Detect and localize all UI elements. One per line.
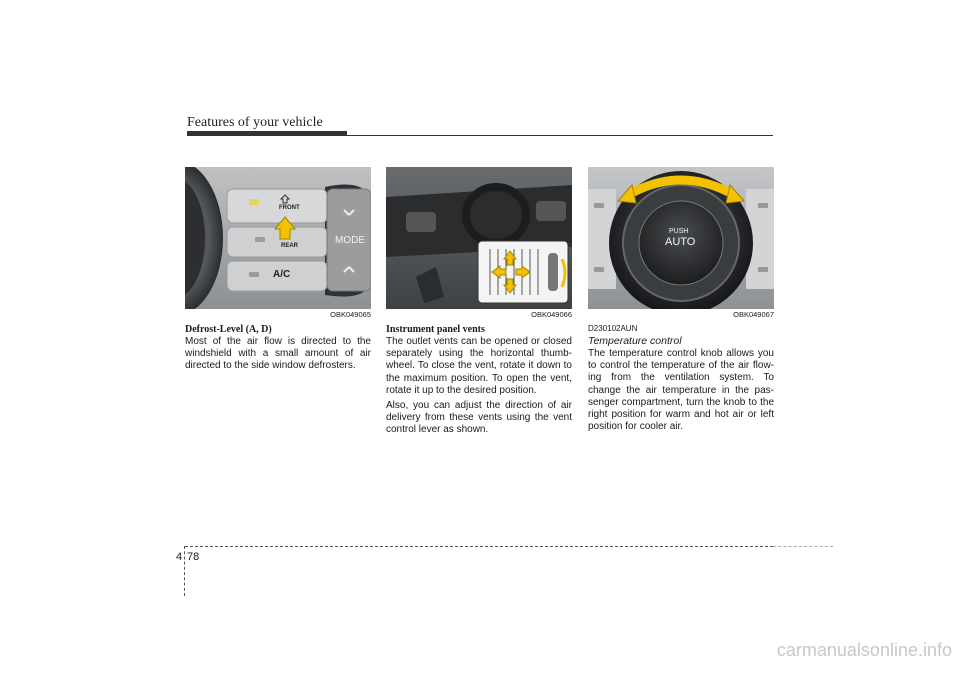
temperature-control-heading: Temperature control (588, 335, 682, 347)
section-title: Features of your vehicle (187, 115, 323, 130)
temperature-control-text: The temperature control knob allows you to control the temperature of the air flow-ing from the ventilation system. To change the air temperature in the pas-senger compartment, turn the knob to the right position for warm and hot air or left position for cooler air. (588, 348, 774, 433)
instrument-panel-vents-heading: Instrument panel vents (386, 324, 485, 335)
rear-label: REAR (281, 243, 299, 249)
ac-label: A/C (273, 269, 291, 280)
figure-code: OBK049067 (733, 310, 774, 319)
front-label: FRONT (279, 205, 300, 211)
figure-temperature-knob (588, 167, 774, 309)
auto-label: AUTO (665, 236, 696, 248)
footer-rule (185, 546, 773, 547)
section-code: D230102AUN (588, 324, 638, 333)
watermark: carmanualsonline.info (776, 640, 952, 660)
defrost-level-text: Most of the air flow is directed to the windshield with a small amount of air directed to the side window defrosters. (185, 336, 371, 372)
page-number: 78 (187, 551, 200, 563)
chapter-number: 4 (176, 551, 183, 563)
figure-code: OBK049066 (531, 310, 572, 319)
column-instrument-panel-vents (386, 167, 572, 440)
vents-paragraph-2: Also, you can adjust the direction of air delivery from these vents using the vent control lever as shown. (386, 400, 572, 436)
footer-rule-extension (773, 546, 833, 547)
vents-paragraph-1: The outlet vents can be opened or closed separately using the horizontal thumb-wheel. To close the vent, rotate it down to the maximum position. To open the vent, rotate it up to the desired position. (386, 336, 572, 396)
mode-label: MODE (335, 235, 365, 246)
figure-panel-vents (386, 167, 572, 309)
defrost-level-heading: Defrost-Level (A, D) (185, 324, 272, 335)
figure-defrost-controls (185, 167, 371, 309)
column-temperature-control (588, 167, 774, 436)
footer-divider (184, 546, 185, 596)
column-defrost-level (185, 167, 371, 376)
figure-code: OBK049065 (330, 310, 371, 319)
push-label: PUSH (669, 228, 689, 235)
header-rule (187, 135, 773, 136)
